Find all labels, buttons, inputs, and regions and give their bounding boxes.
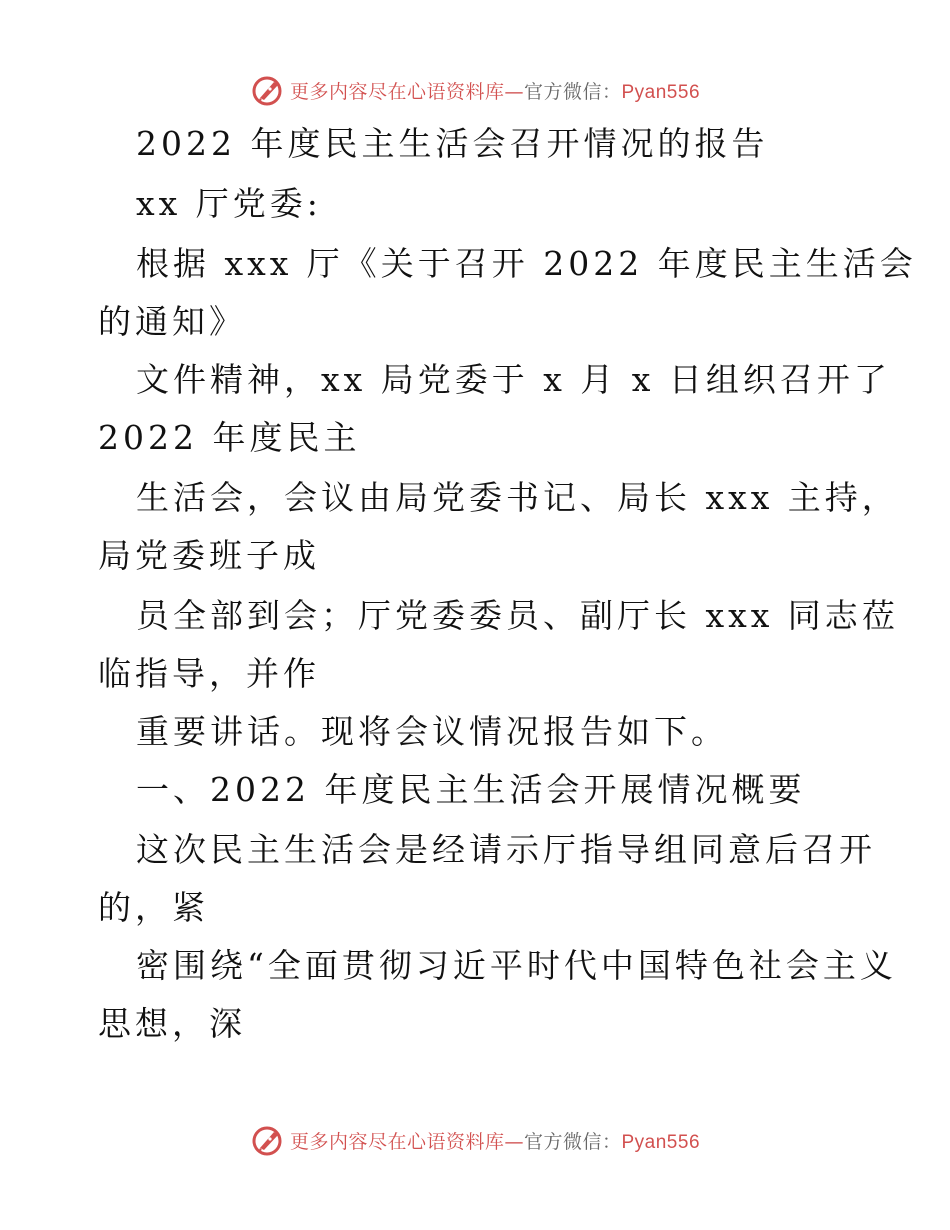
- pen-nib-circle-icon: [250, 72, 286, 108]
- watermark-wechat-id: Pyan556: [621, 1131, 701, 1153]
- body-line: 2022 年度民主: [98, 418, 361, 457]
- body-line: 文件精神，xx 局党委于 x 月 x 日组织召开了: [136, 360, 891, 399]
- watermark-dash: —: [504, 1130, 524, 1153]
- document-addressee: xx 厅党委:: [136, 184, 322, 223]
- body-line: 密围绕“全面贯彻习近平时代中国特色社会主义: [136, 946, 897, 985]
- watermark-dash: —: [504, 80, 524, 103]
- watermark-main: 更多内容尽在心语资料库: [289, 80, 505, 103]
- watermark-text: [290, 77, 700, 104]
- header-watermark: [0, 70, 950, 110]
- body-line: 员全部到会；厅党委委员、副厅长 xxx 同志莅: [136, 596, 899, 635]
- body-line: 根据 xxx 厅《关于召开 2022 年度民主生活会: [136, 244, 917, 283]
- section-heading: 一、2022 年度民主生活会开展情况概要: [136, 770, 806, 809]
- footer-watermark: [0, 1120, 950, 1160]
- body-line: 临指导，并作: [98, 654, 320, 693]
- watermark-wechat-id: Pyan556: [621, 81, 701, 103]
- body-line: 思想，深: [98, 1004, 246, 1043]
- body-line: 局党委班子成: [98, 536, 320, 575]
- body-line: 生活会，会议由局党委书记、局长 xxx 主持，: [136, 478, 899, 517]
- watermark-main: 更多内容尽在心语资料库: [289, 1130, 505, 1153]
- pen-nib-circle-icon: [250, 1122, 286, 1158]
- watermark-text: [290, 1127, 700, 1154]
- watermark-wechat-label: 官方微信：: [523, 80, 622, 103]
- watermark-wechat-label: 官方微信：: [523, 1130, 622, 1153]
- body-line: 重要讲话。现将会议情况报告如下。: [136, 712, 728, 751]
- body-line: 的通知》: [98, 302, 246, 341]
- body-line: 这次民主生活会是经请示厅指导组同意后召开: [136, 830, 876, 869]
- document-title: 2022 年度民主生活会召开情况的报告: [136, 124, 769, 163]
- body-line: 的，紧: [98, 888, 209, 927]
